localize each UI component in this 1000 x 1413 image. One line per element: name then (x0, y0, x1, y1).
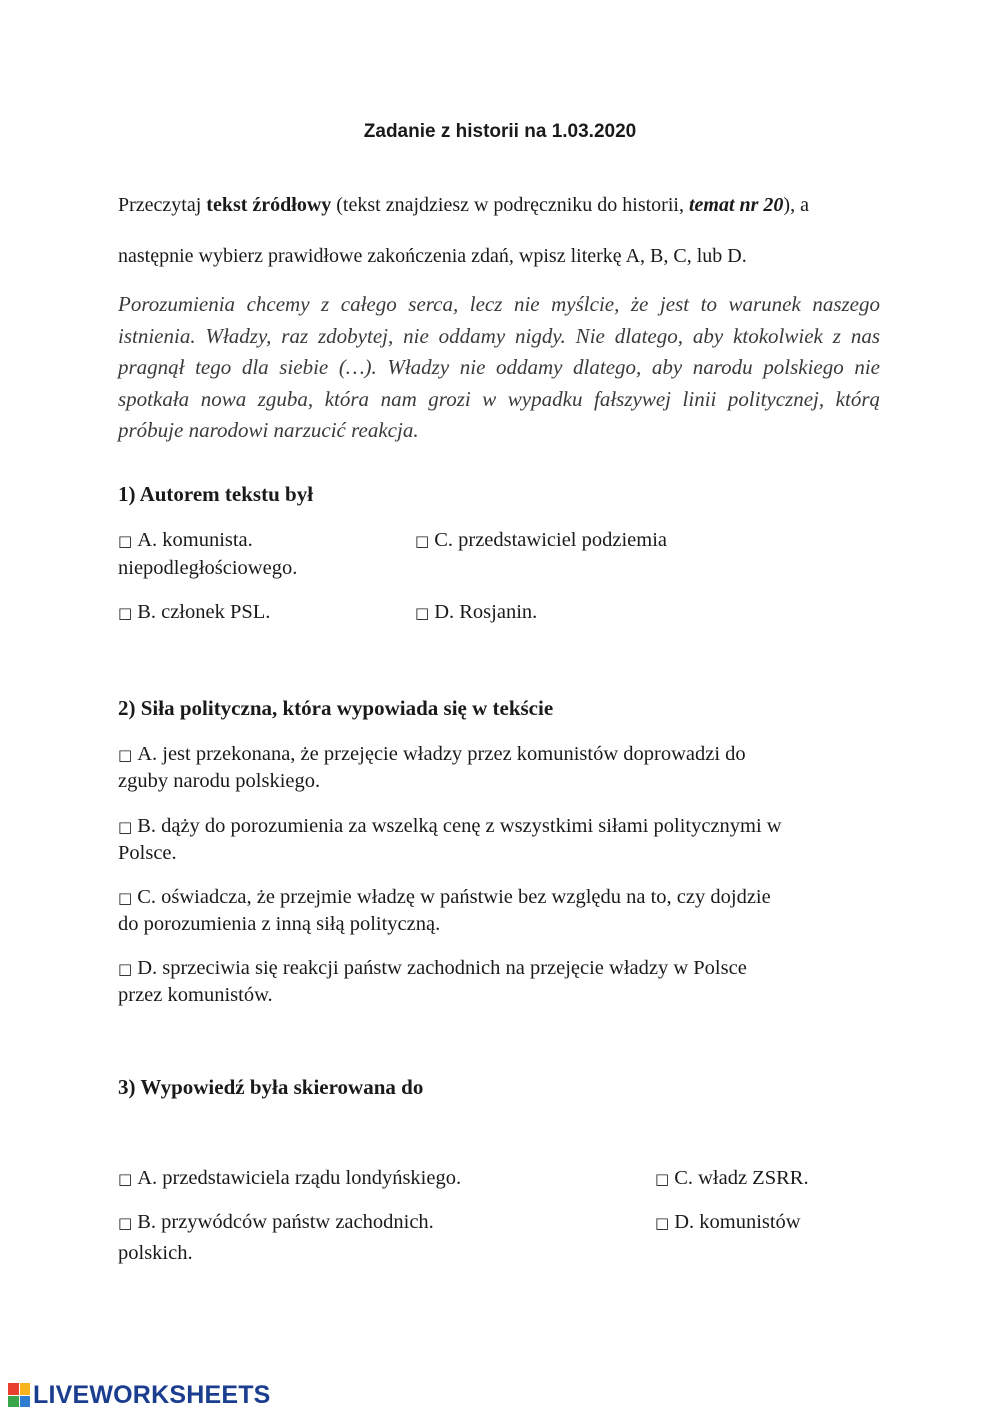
q3-option-d-continued: polskich. (118, 1242, 193, 1264)
checkbox-icon[interactable]: □ (118, 818, 133, 836)
question-3-heading: 3) Wypowiedź była skierowana do (118, 1075, 424, 1099)
q2-option-d[interactable]: □ D. sprzeciwia się reakcji państw zachodnich na przejęcie władzy w Polsce (118, 957, 747, 979)
logo-icon (8, 1383, 30, 1407)
checkbox-icon[interactable]: □ (118, 960, 133, 978)
q2-option-a-continued: zguby narodu polskiego. (118, 770, 321, 792)
q2-option-d-continued: przez komunistów. (118, 984, 273, 1006)
q3-option-b[interactable]: □ B. przywódców państw zachodnich. (118, 1211, 434, 1233)
checkbox-icon[interactable]: □ (118, 746, 133, 764)
intro-line-1: Przeczytaj tekst źródłowy (tekst znajdziesz w podręczniku do historii, temat nr 20), a (118, 194, 809, 216)
q1-option-c-continued: niepodległościowego. (118, 557, 298, 579)
checkbox-icon[interactable]: □ (655, 1214, 670, 1232)
q1-option-c[interactable]: □ C. przedstawiciel podziemia (415, 529, 668, 551)
logo-tile-green (8, 1396, 19, 1408)
q1-option-b[interactable]: □ B. członek PSL. (118, 601, 271, 623)
checkbox-icon[interactable]: □ (118, 1170, 133, 1188)
checkbox-icon[interactable]: □ (118, 889, 133, 907)
checkbox-icon[interactable]: □ (118, 532, 133, 550)
logo-tile-red (8, 1383, 19, 1395)
logo-tile-blue (20, 1396, 31, 1408)
question-1-heading: 1) Autorem tekstu był (118, 482, 314, 506)
logo-tile-yellow (20, 1383, 31, 1395)
liveworksheets-logo[interactable] (8, 1380, 271, 1410)
q1-option-d[interactable]: □ D. Rosjanin. (415, 601, 538, 623)
source-quote: Porozumienia chcemy z całego serca, lecz nie myślcie, że jest to warunek naszego istnienia. Władzy, raz zdobytej, nie oddamy nigdy. Nie dlatego, aby ktokolwiek z nas pragnął tego dla siebie (…). Władzy nie oddamy dlatego, aby narodu polskiego nie spotkała nowa zguba, która nam grozi w wypadku fałszywej linii politycznej, którą próbuje narodowi narzucić reakcja. (118, 292, 880, 442)
q3-option-d[interactable]: □ D. komunistów (655, 1211, 801, 1233)
intro-line-2: następnie wybierz prawidłowe zakończenia zdań, wpisz literkę A, B, C, lub D. (118, 245, 747, 267)
checkbox-icon[interactable]: □ (118, 1214, 133, 1232)
checkbox-icon[interactable]: □ (655, 1170, 670, 1188)
q2-option-b[interactable]: □ B. dąży do porozumienia za wszelką cenę z wszystkimi siłami politycznymi w (118, 815, 782, 837)
logo-text: LIVEWORKSHEETS (33, 1380, 271, 1409)
checkbox-icon[interactable]: □ (415, 532, 430, 550)
q3-option-c[interactable]: □ C. władz ZSRR. (655, 1167, 809, 1189)
q2-option-c-continued: do porozumienia z inną siłą polityczną. (118, 913, 441, 935)
q2-option-c[interactable]: □ C. oświadcza, że przejmie władzę w państwie bez względu na to, czy dojdzie (118, 886, 771, 908)
q2-option-a[interactable]: □ A. jest przekonana, że przejęcie władzy przez komunistów doprowadzi do (118, 743, 746, 765)
q3-option-a[interactable]: □ A. przedstawiciela rządu londyńskiego. (118, 1167, 462, 1189)
checkbox-icon[interactable]: □ (118, 604, 133, 622)
question-2-heading: 2) Siła polityczna, która wypowiada się w tekście (118, 696, 554, 720)
page-title: Zadanie z historii na 1.03.2020 (363, 121, 637, 142)
checkbox-icon[interactable]: □ (415, 604, 430, 622)
q1-option-a[interactable]: □ A. komunista. (118, 529, 253, 551)
q2-option-b-continued: Polsce. (118, 842, 177, 864)
